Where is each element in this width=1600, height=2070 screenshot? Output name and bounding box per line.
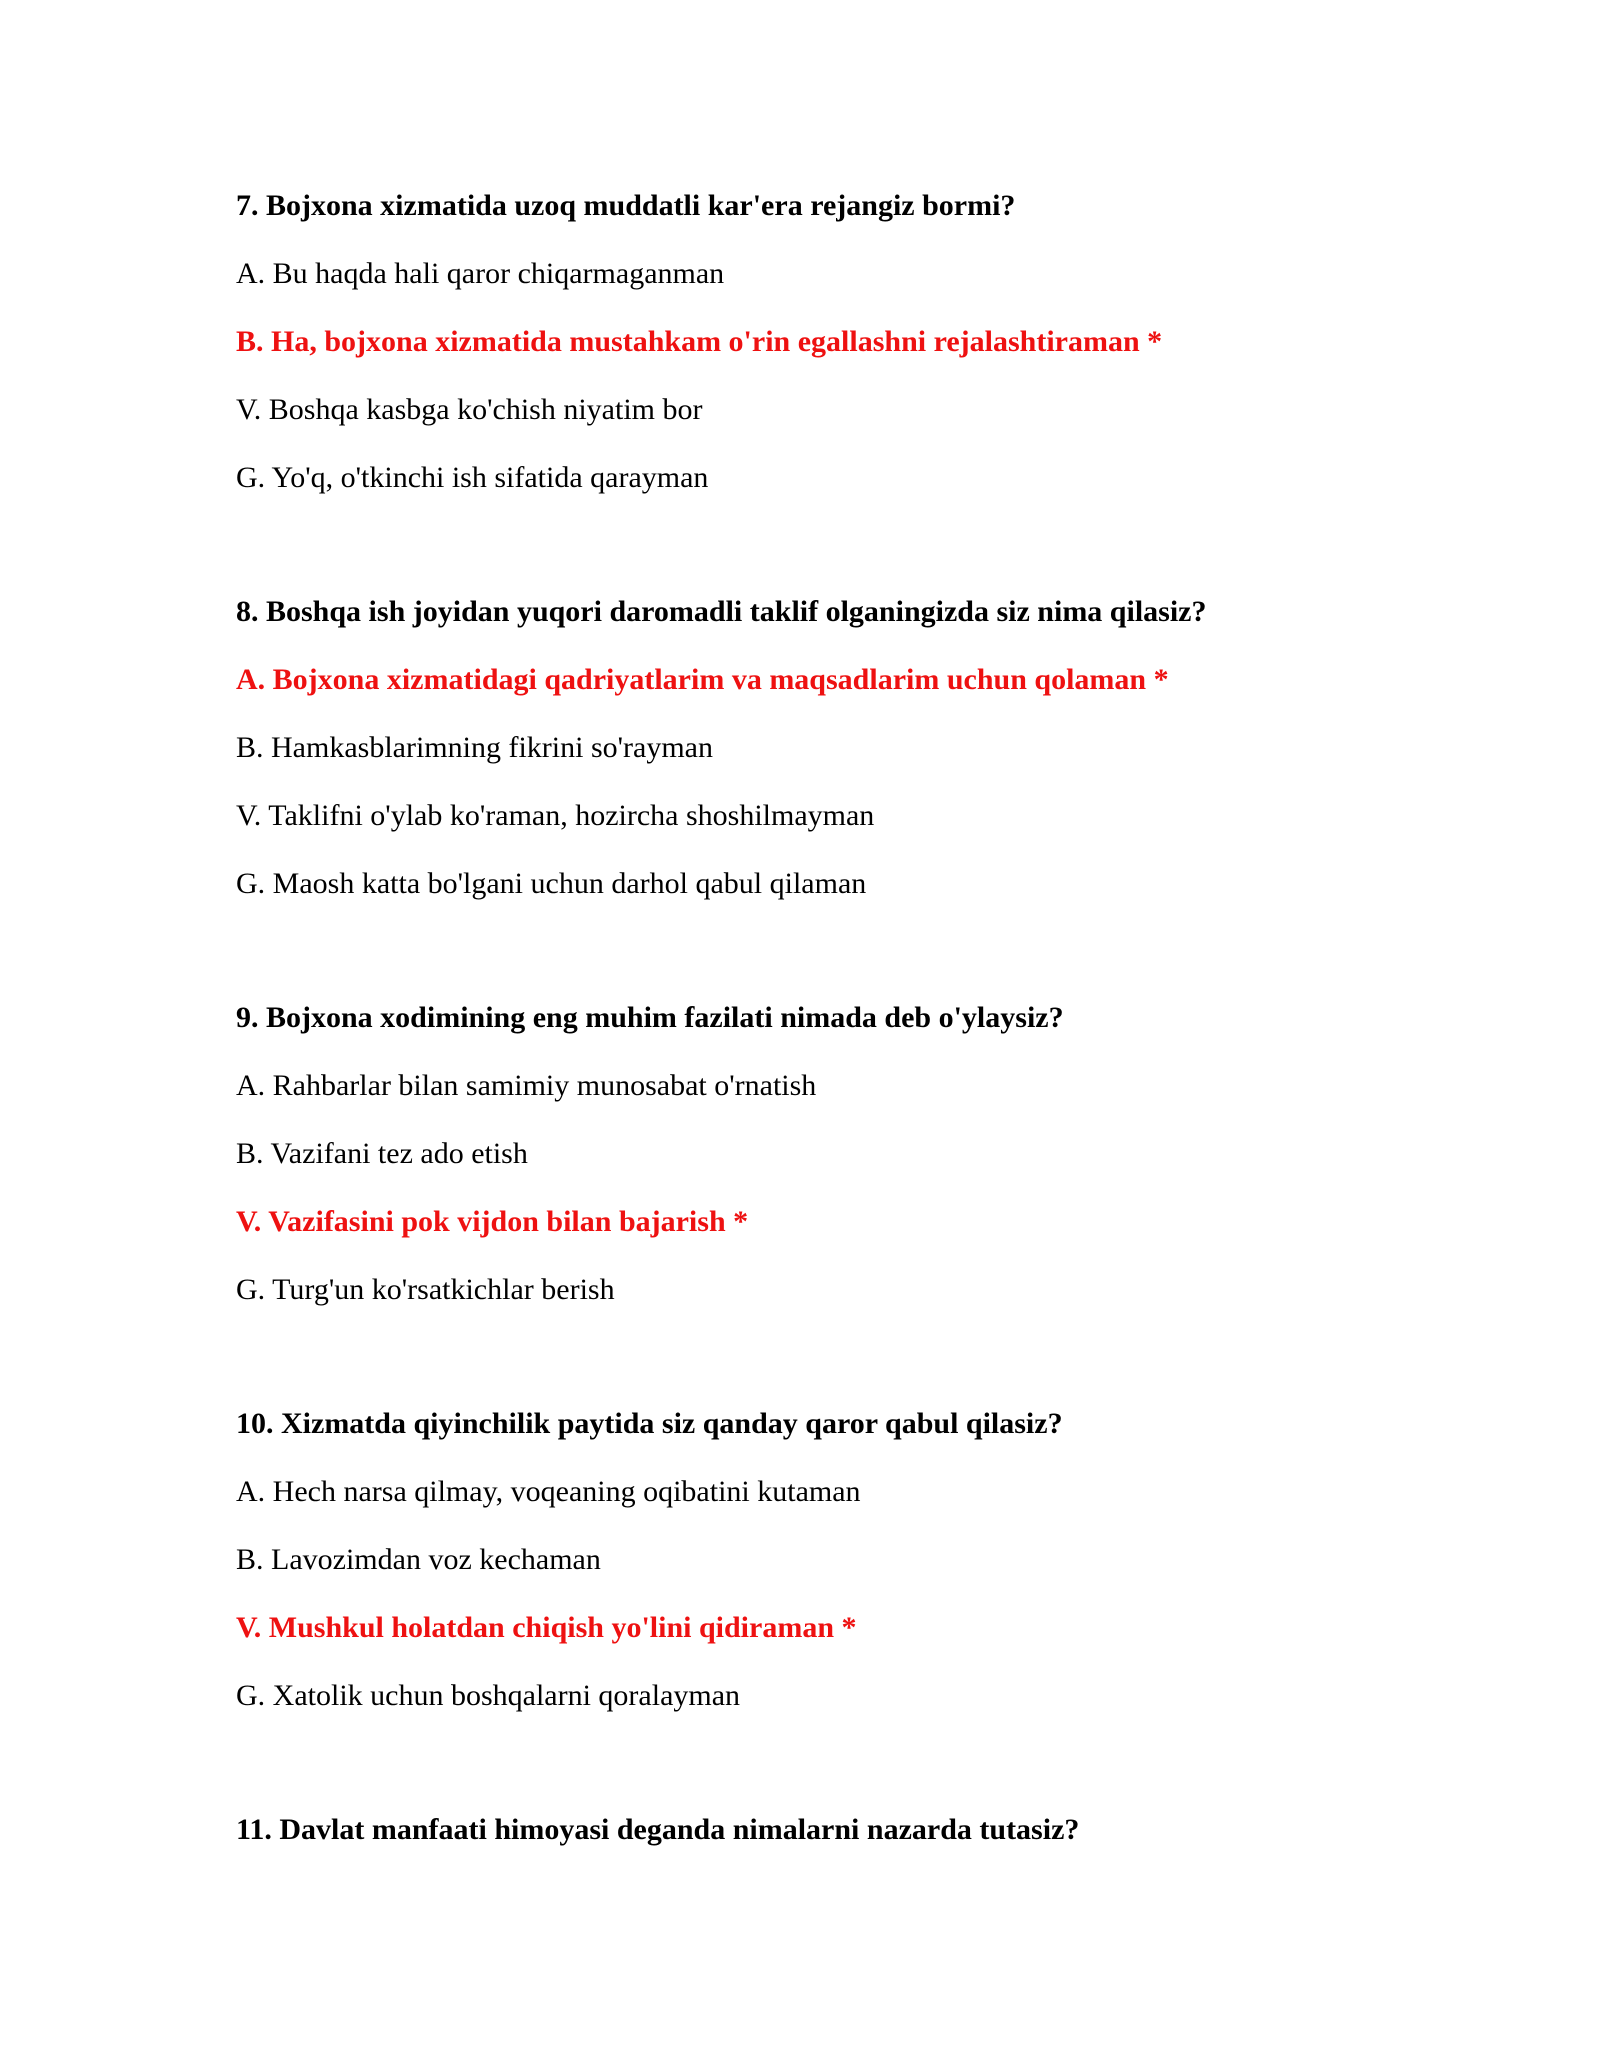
- answer-option-g: G. Maosh katta bo'lgani uchun darhol qabul qilaman: [236, 867, 867, 900]
- answer-option-v-correct: V. Mushkul holatdan chiqish yo'lini qidiraman *: [236, 1611, 857, 1644]
- answer-option-b: B. Lavozimdan voz kechaman: [236, 1543, 601, 1576]
- answer-option-b-correct: B. Ha, bojxona xizmatida mustahkam o'rin egallashni rejalashtiraman *: [236, 325, 1163, 358]
- answer-option-g: G. Xatolik uchun boshqalarni qoralayman: [236, 1679, 741, 1712]
- answer-option-a: A. Bu haqda hali qaror chiqarmaganman: [236, 257, 725, 290]
- answer-option-g: G. Turg'un ko'rsatkichlar berish: [236, 1273, 615, 1306]
- question-title: 7. Bojxona xizmatida uzoq muddatli kar'era rejangiz bormi?: [236, 189, 1016, 222]
- answer-option-v: V. Taklifni o'ylab ko'raman, hozircha shoshilmayman: [236, 799, 875, 832]
- answer-option-b: B. Vazifani tez ado etish: [236, 1137, 528, 1170]
- question-title: 10. Xizmatda qiyinchilik paytida siz qanday qaror qabul qilasiz?: [236, 1407, 1063, 1440]
- answer-option-g: G. Yo'q, o'tkinchi ish sifatida qarayman: [236, 461, 709, 494]
- answer-option-v: V. Boshqa kasbga ko'chish niyatim bor: [236, 393, 703, 426]
- answer-option-a: A. Hech narsa qilmay, voqeaning oqibatini kutaman: [236, 1475, 861, 1508]
- answer-option-a-correct: A. Bojxona xizmatidagi qadriyatlarim va maqsadlarim uchun qolaman *: [236, 663, 1169, 696]
- question-title: 8. Boshqa ish joyidan yuqori daromadli taklif olganingizda siz nima qilasiz?: [236, 595, 1207, 628]
- answer-option-b: B. Hamkasblarimning fikrini so'rayman: [236, 731, 713, 764]
- question-title: 9. Bojxona xodimining eng muhim fazilati nimada deb o'ylaysiz?: [236, 1001, 1064, 1034]
- question-title: 11. Davlat manfaati himoyasi deganda nimalarni nazarda tutasiz?: [236, 1813, 1080, 1846]
- answer-option-a: A. Rahbarlar bilan samimiy munosabat o'rnatish: [236, 1069, 817, 1102]
- answer-option-v-correct: V. Vazifasini pok vijdon bilan bajarish *: [236, 1205, 749, 1238]
